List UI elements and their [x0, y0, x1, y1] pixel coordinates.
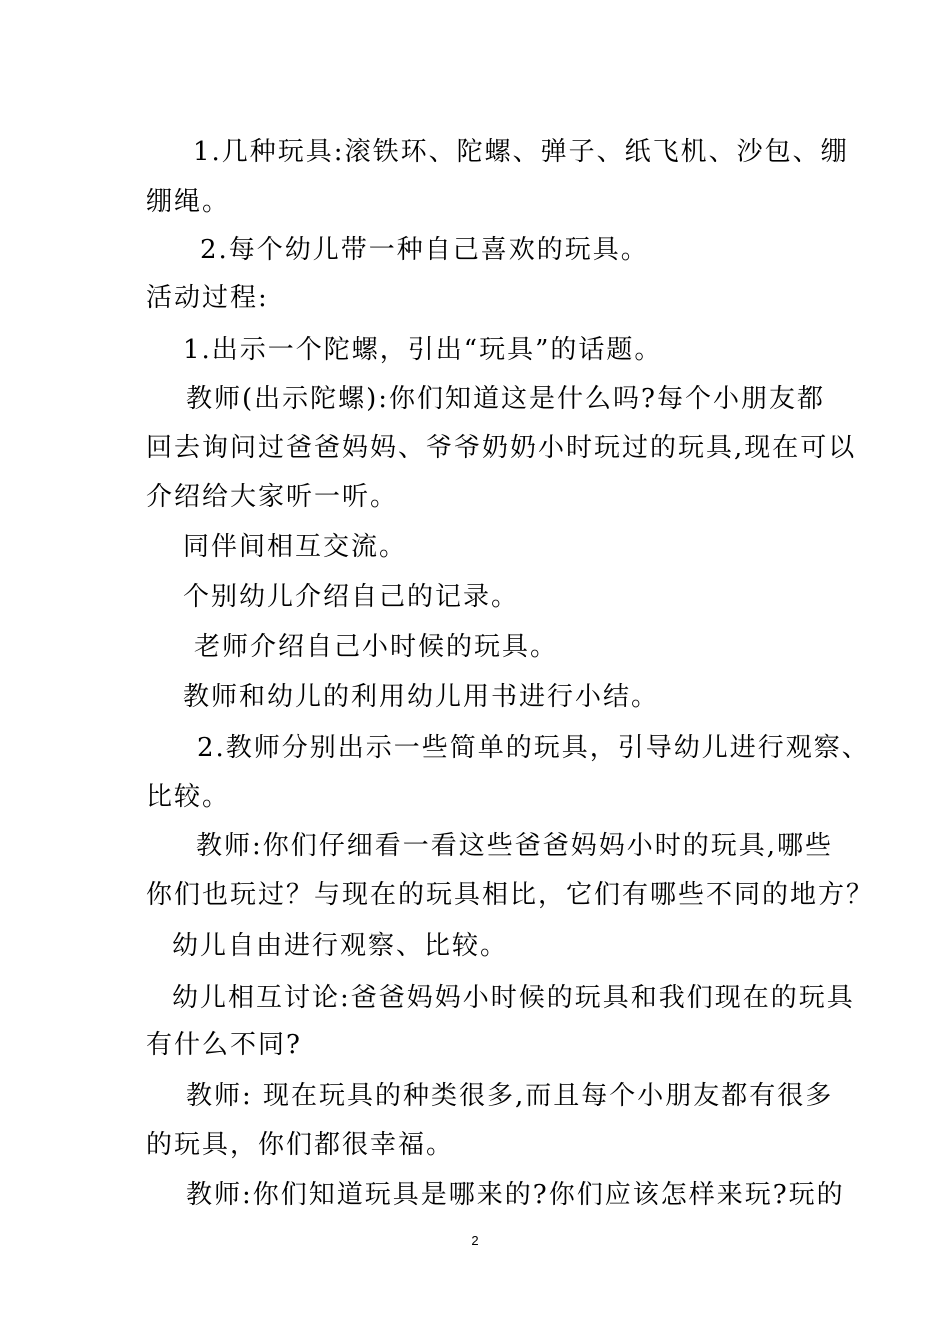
- text-line: 比较。: [146, 782, 231, 812]
- text-line: 教师和幼儿的利用幼儿用书进行小结。: [183, 682, 660, 712]
- text-line: 教师(出示陀螺):你们知道这是什么吗?每个小朋友都: [186, 384, 825, 414]
- text-line: 绷绳。: [146, 187, 231, 217]
- text-line: 老师介绍自己小时候的玩具。: [194, 632, 559, 662]
- text-line: 你们也玩过？与现在的玩具相比，它们有哪些不同的地方？: [146, 880, 875, 910]
- text-line: 有什么不同?: [146, 1030, 302, 1060]
- text-line: 幼儿自由进行观察、比较。: [172, 931, 509, 961]
- text-line: 回去询问过爸爸妈妈、爷爷奶奶小时玩过的玩具,现在可以: [146, 433, 857, 463]
- text-line: 个别幼儿介绍自己的记录。: [183, 582, 520, 612]
- text-line: 介绍给大家听一听。: [146, 482, 399, 512]
- text-line: 活动过程:: [146, 283, 269, 313]
- page-number: 2: [471, 1233, 479, 1248]
- text-line: 1.出示一个陀螺，引出“玩具”的话题。: [183, 335, 663, 365]
- text-line: 2.每个幼儿带一种自己喜欢的玩具。: [200, 235, 649, 265]
- text-line: 的玩具，你们都很幸福。: [146, 1130, 455, 1160]
- text-line: 幼儿相互讨论:爸爸妈妈小时候的玩具和我们现在的玩具: [172, 983, 855, 1013]
- text-line: 教师:你们知道玩具是哪来的?你们应该怎样来玩?玩的: [186, 1180, 845, 1210]
- text-line: 同伴间相互交流。: [183, 532, 408, 562]
- text-line: 1.几种玩具:滚铁环、陀螺、弹子、纸飞机、沙包、绷: [193, 137, 849, 167]
- text-line: 2.教师分别出示一些简单的玩具，引导幼儿进行观察、: [197, 733, 870, 763]
- text-line: 教师: 现在玩具的种类很多,而且每个小朋友都有很多: [186, 1081, 834, 1111]
- text-line: 教师:你们仔细看一看这些爸爸妈妈小时的玩具,哪些: [196, 831, 834, 861]
